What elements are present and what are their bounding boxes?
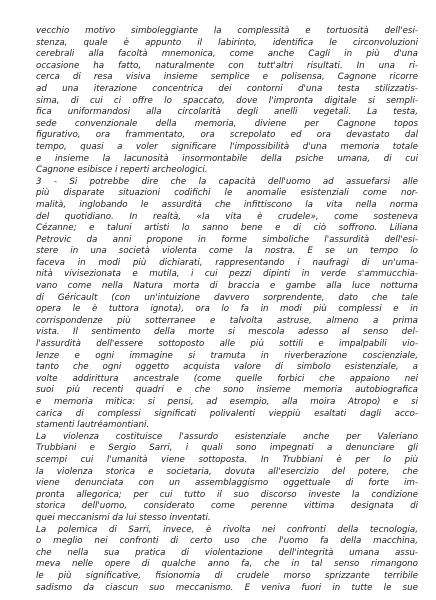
text-line: stenza, quale è appunto il labirinto, identifica le circonvoluzioni [36,37,418,48]
text-line: figurativo, ora frammentato, ora screpolato ed ora devastato dal [36,130,418,141]
text-line: sadismo da ciascun suo meccanismo. E veniva fuori in tutte le sue [36,582,418,593]
text-line: stere in una società violenta come la nostra. E se un tempo lo [36,246,418,257]
text-line: occasione ha fatto, naturalmente con tutt'altri risultati. In una ri- [36,60,418,71]
text-line: e memoria mitica: si pensi, ad esempio, alla moira Atropo) e si [36,397,418,407]
text-line: Cagnone esibisce i reperti archeologici. [36,165,208,176]
text-line: nità vivisezionata e mutila, i cui pezzi dipinti in verde s'ammucchia- [36,269,418,280]
text-line: e insieme la lacunosità insormontabile della psiche umana, di cui [36,153,418,164]
text-line: tanto che ogni oggetto acquista valore di simbolo esistenziale, a [36,362,418,373]
text-line: del quotidiano. In realtà, «la vita è crudele», come sosteneva [36,211,418,222]
text-line: o meglio nei confronti di certo uso che l'uomo fa della macchina, [36,536,418,547]
text-line: cerca di resa visiva insieme semplice e polisensa, Cagnone ricorre [36,72,418,83]
text-line: storica dell'uomo, considerato come perenne vittima designata di [36,501,418,512]
text-line: tempo, quasi a voler significare l'impossibilità d'una memoria totale [36,141,418,152]
text-line: viene denunciata con un assemblaggismo oggettuale di forte im- [36,478,418,489]
text-line: vecchio motivo simboleggiante la complessità e tortuosità dell'esi- [36,26,418,36]
text-line: cerebrali alla facoltà mnemonica, come anche Cagli in più d'una [36,49,418,60]
text-line: La violenza costituisce l'assurdo esistenziale anche per Valeriano [36,431,418,442]
text-line: le più significative, fisionomia di crudele morso sprizzante terribile [36,570,418,581]
text-line: malità, inglobando le assurdità che infittiscono la vita nella norma [36,199,418,210]
text-line: fica uniformandosi alla circolarità degli anelli vegetali. La testa, [36,107,418,118]
text-line: ad una iterazione concentrica dei contorni d'una testa stilizzatis- [36,83,418,94]
text-line: pronta allegorica; per cui tutto il suo discorso investe la condizione [36,489,418,500]
text-line: sede convenzionale della memoria, diviene per Cagnone topos [36,118,418,129]
text-line: lenze e ogni immagine si tramuta in riverberazione coscienziale, [36,350,418,361]
text-line: che nella sua pratica di violentazione dell'integrità umana assu- [36,547,418,558]
text-line: più disparate situazioni codifichi le anomalie esistenziali come nor- [36,188,418,199]
text-line: scempi cui l'umanità viene sottoposta. In Trubbiani è per lo più [36,454,418,465]
text-line: di Géricault (con un'intuizione davvero sorprendente, dato che tale [36,292,418,303]
text-line: opera le è tuttora ignota), ora lo fa in modi più complessi e in [36,304,418,315]
text-line: l'assurdità dell'essere sottoposto alle più sottili e impalpabili vio- [36,339,418,350]
text-line: faceva in modi più dichiarati, rappresentando i naufragi di un'uma- [36,257,418,268]
text-line: Trubbiani e Sergio Sarri, i quali sono impegnati a denunciare gli [36,443,418,454]
text-line: stamenti lautréamontiani. [36,420,150,431]
text-line: vista. Il sentimento della morte si mescola adesso al senso del- [36,327,418,338]
text-line: La polemica di Sarri, invece, è rivolta nei confronti della tecnologia, [36,524,418,535]
text-line: vano come nella Natura morta di braccia e gambe alla luce notturna [36,281,418,292]
text-line: Cézanne; e taluni artisti lo sanno bene e di ciò soffrono. Liliana [36,223,418,234]
text-line: volte addirittura ancestrale (come quelle forbici che appaiono nei [36,373,418,384]
text-line: 3 - Si potrebbe dire che la capacità dell'uomo ad assuefarsi alle [36,176,418,187]
text-line: meva nelle opere di qualche anno fa, che in tal senso rimangono [36,559,418,570]
text-line: Petrovic da anni propone in forme simboliche l'assurdità dell'esi- [36,234,418,245]
text-line: corrispondenze più sotterranee e talvolta astruse, almeno a prima [36,315,418,326]
text-line: suoi più recenti quadri e che sono insieme memoria autobiografica [36,385,418,396]
body-text [36,26,418,594]
text-line: la violenza storica e societaria, dovuta all'esercizio del potere, che [36,466,418,477]
text-line: sima, di cui ci offre lo spaccato, dove l'impronta digitale si sempli- [36,95,418,106]
text-line: carica di complessi significati polivalenti vieppiù esaltati dagli acco- [36,408,418,419]
text-line: quei meccanismi da lui stesso inventati. [36,512,211,523]
